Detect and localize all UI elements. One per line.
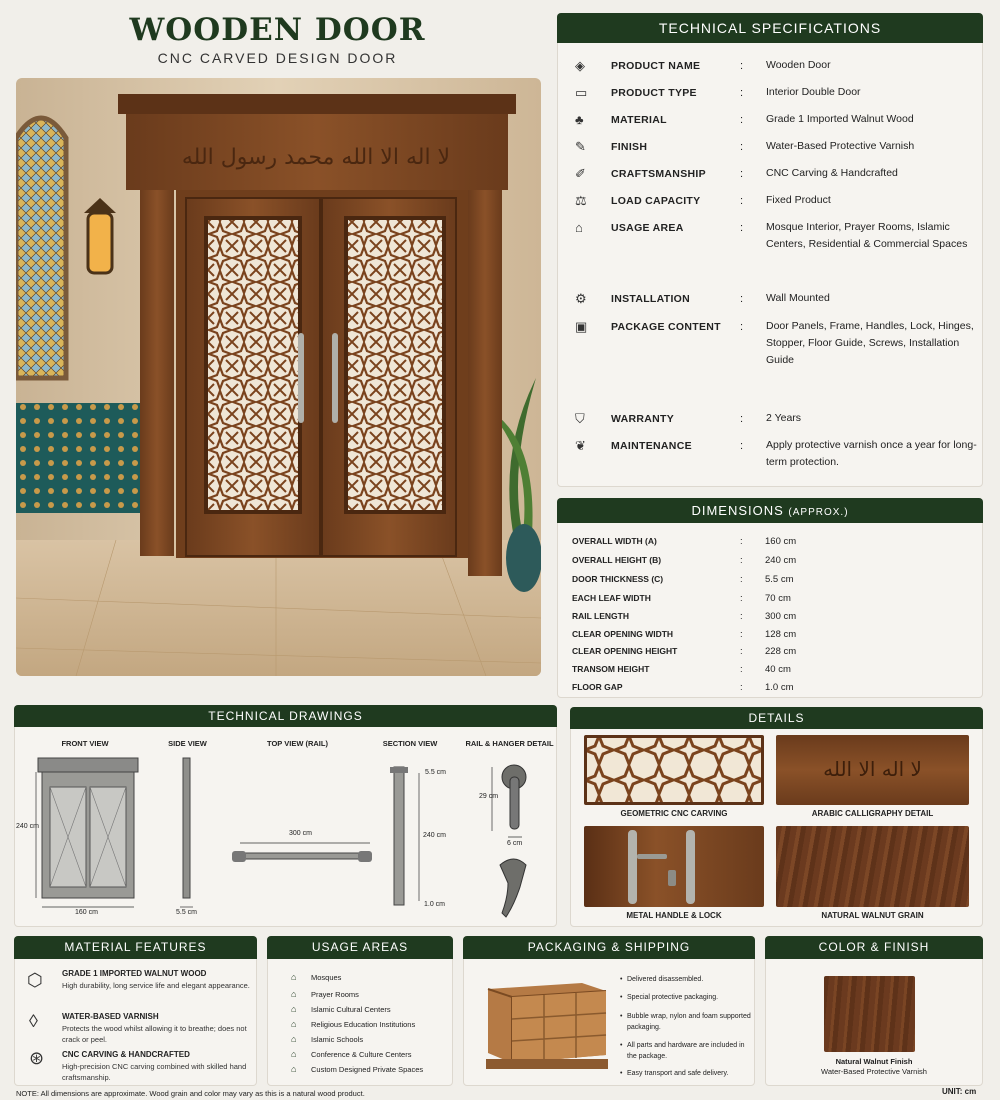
dimension-colon: : [740,682,743,693]
material-features-heading: MATERIAL FEATURES [14,936,257,959]
detail-caption: ARABIC CALLIGRAPHY DETAIL [811,809,934,818]
usage-item-label: Islamic Schools [311,1035,364,1044]
rail-detail-label: RAIL & HANGER DETAIL [465,739,554,748]
usage-areas-heading: USAGE AREAS [267,936,453,959]
spec-colon: : [740,114,744,126]
tag-icon: ◈ [575,58,585,73]
mosque-icon: ⌂ [291,1019,297,1029]
material-feature-title: GRADE 1 IMPORTED WALNUT WOOD [62,969,207,978]
tree-icon: ♣ [575,112,584,127]
packaging-heading: PACKAGING & SHIPPING [463,936,755,959]
dimension-colon: : [740,555,743,566]
top-view-label: TOP VIEW (RAIL) [267,739,328,748]
handle-lock-image [584,826,764,907]
dimension-colon: : [740,611,743,622]
packaging-item: • Easy transport and safe delivery. [627,1068,752,1079]
spec-label: FINISH [611,141,648,153]
finish-name: Water-Based Protective Varnish [821,1067,927,1076]
spec-value: Water-Based Protective Varnish [766,140,915,152]
mosque-icon: ⌂ [291,989,297,999]
usage-item [291,1034,364,1044]
usage-item-label: Conference & Culture Centers [311,1050,412,1059]
dimension-colon: : [740,536,743,547]
usage-item [291,972,342,982]
material-feature-desc: High-precision CNC carving combined with skilled hand craftsmanship. [62,1062,247,1082]
leaf-icon: ❦ [575,438,586,453]
specs-heading: TECHNICAL SPECIFICATIONS [557,13,983,43]
door-frame-icon: ▭ [575,85,588,100]
unit-label: UNIT: cm [942,1087,977,1096]
usage-item [291,1019,416,1029]
dimension-label: OVERALL WIDTH (A) [572,536,657,546]
spec-label: MAINTENANCE [611,440,692,452]
home-icon: ⌂ [575,220,583,235]
dimension-label: CLEAR OPENING HEIGHT [572,646,678,656]
page-subtitle: CNC CARVED DESIGN DOOR [157,50,398,66]
spec-value: Wall Mounted [766,292,830,304]
dimension-label: OVERALL HEIGHT (B) [572,555,662,565]
dimension-label: FLOOR GAP [572,682,623,692]
usage-item-label: Islamic Cultural Centers [311,1005,391,1014]
spec-value: Mosque Interior, Prayer Rooms, Islamic Centers, Residential & Commercial Spaces [766,221,968,250]
material-feature-desc: High durability, long service life and elegant appearance. [62,981,250,990]
dimension-value: 228 cm [765,646,797,657]
spec-label: PRODUCT TYPE [611,87,697,99]
spec-label: INSTALLATION [611,293,691,305]
spec-colon: : [740,141,744,153]
spec-colon: : [740,321,744,333]
detail-caption: GEOMETRIC CNC CARVING [620,809,728,818]
mosque-icon: ⌂ [291,1004,297,1014]
dimension-value: 1.0 cm [765,682,794,693]
material-feature-title: WATER-BASED VARNISH [62,1012,159,1021]
spec-value: Door Panels, Frame, Handles, Lock, Hinges, Stopper, Floor Guide, Screws, Installation Guide [766,320,974,366]
usage-item [291,989,359,999]
crate-image [482,975,612,1073]
spec-colon: : [740,60,744,72]
side-thickness-dim: 5.5 cm [176,909,198,916]
packaging-item: • Special protective packaging. [627,992,752,1003]
spec-value: Wooden Door [766,59,831,71]
front-height-dim: 240 cm [16,823,39,830]
dimension-value: 128 cm [765,629,797,640]
calligraphy-image [776,735,969,805]
hanger-width-dim: 6 cm [507,840,523,847]
geometric-carving-image [584,735,764,805]
color-swatch [824,976,915,1052]
dimension-value: 5.5 cm [765,574,794,585]
dimension-value: 70 cm [765,593,791,604]
svg-text:لا اله الا الله محمد رسول الله: لا اله الا الله محمد رسول الله [181,145,451,170]
shield-icon: ⛉ [575,411,585,426]
dimension-colon: : [740,593,743,604]
rail-length-dim: 300 cm [289,830,312,837]
dimension-colon: : [740,664,743,675]
drop-icon: ◊ [29,1011,38,1031]
chisel-icon: ✐ [575,166,586,181]
dimensions-heading [557,498,983,523]
packaging-item: • All parts and hardware are included in the package. [627,1040,752,1062]
spec-colon: : [740,168,744,180]
dimension-label: EACH LEAF WIDTH [572,593,651,603]
detail-caption: NATURAL WALNUT GRAIN [821,911,924,920]
dimension-label: TRANSOM HEIGHT [572,664,650,674]
front-view-label: FRONT VIEW [61,739,109,748]
front-width-dim: 160 cm [75,909,98,916]
spec-value: Apply protective varnish once a year for long-term protection. [766,439,977,468]
dimension-label: CLEAR OPENING WIDTH [572,629,674,639]
spec-colon: : [740,293,744,305]
mosque-icon: ⌂ [291,1034,297,1044]
dimension-value: 40 cm [765,664,791,675]
material-feature-title: CNC CARVING & HANDCRAFTED [62,1050,190,1059]
usage-item-label: Prayer Rooms [311,990,359,999]
section-gap-dim: 1.0 cm [424,901,446,908]
spec-label: PRODUCT NAME [611,60,701,72]
spec-colon: : [740,413,744,425]
spec-label: LOAD CAPACITY [611,195,701,207]
spec-label: PACKAGE CONTENT [611,321,721,333]
spec-label: MATERIAL [611,114,667,126]
hanger-height-dim: 29 cm [479,793,499,800]
product-image [16,78,541,676]
packaging-item: • Delivered disassembled. [627,974,752,985]
color-name: Natural Walnut Finish [835,1057,913,1066]
usage-item [291,1064,424,1074]
detail-caption: METAL HANDLE & LOCK [626,911,722,920]
walnut-grain-image [776,826,969,907]
section-top-dim: 5.5 cm [425,769,447,776]
calligraphy-text: لا اله الا الله [823,757,922,781]
usage-item-label: Mosques [311,973,342,982]
cnc-icon: ⊛ [29,1048,45,1068]
spec-colon: : [740,222,744,234]
usage-item-label: Custom Designed Private Spaces [311,1065,424,1074]
mosque-icon: ⌂ [291,1064,297,1074]
usage-item [291,1049,412,1059]
spec-label: USAGE AREA [611,222,684,234]
page-title: WOODEN DOOR [129,12,426,48]
dimension-value: 160 cm [765,536,797,547]
material-feature-desc: Protects the wood whilst allowing it to breathe; does not crack or peel. [62,1024,247,1044]
dimensions-heading-note: (APPROX.) [788,507,849,518]
footer-note: NOTE: All dimensions are approximate. Wood grain and color may vary as this is a natural wood product. [16,1089,365,1098]
technical-drawings [14,727,557,927]
dimensions-heading-text: DIMENSIONS [691,503,784,518]
color-finish-heading: COLOR & FINISH [765,936,983,959]
dimension-label: DOOR THICKNESS (C) [572,574,664,584]
spec-value: 2 Years [766,412,802,424]
mosque-icon: ⌂ [291,972,297,982]
cube-icon: ⬡ [27,970,43,990]
box-icon: ▣ [575,319,588,334]
usage-item [291,1004,391,1014]
usage-item-label: Religious Education Institutions [311,1020,416,1029]
dimension-value: 240 cm [765,555,797,566]
dimension-colon: : [740,629,743,640]
spec-label: WARRANTY [611,413,675,425]
spec-value: CNC Carving & Handcrafted [766,167,898,179]
dimension-label: RAIL LENGTH [572,611,629,621]
packaging-item: • Bubble wrap, nylon and foam supported packaging. [627,1011,752,1033]
dimension-colon: : [740,646,743,657]
spec-value: Fixed Product [766,194,831,206]
spec-colon: : [740,195,744,207]
brush-icon: ✎ [575,139,586,154]
install-icon: ⚙ [575,291,587,306]
section-height-dim: 240 cm [423,832,446,839]
section-view-label: SECTION VIEW [382,739,438,748]
dimension-colon: : [740,574,743,585]
spec-value: Grade 1 Imported Walnut Wood [766,113,914,125]
dimension-value: 300 cm [765,611,797,622]
spec-colon: : [740,87,744,99]
spec-colon: : [740,440,744,452]
details-heading: DETAILS [570,707,983,729]
spec-label: CRAFTSMANSHIP [611,168,706,180]
mosque-icon: ⌂ [291,1049,297,1059]
weight-icon: ⚖ [575,193,587,208]
spec-value: Interior Double Door [766,86,861,98]
technical-drawings-heading: TECHNICAL DRAWINGS [14,705,557,727]
side-view-label: SIDE VIEW [168,739,207,748]
